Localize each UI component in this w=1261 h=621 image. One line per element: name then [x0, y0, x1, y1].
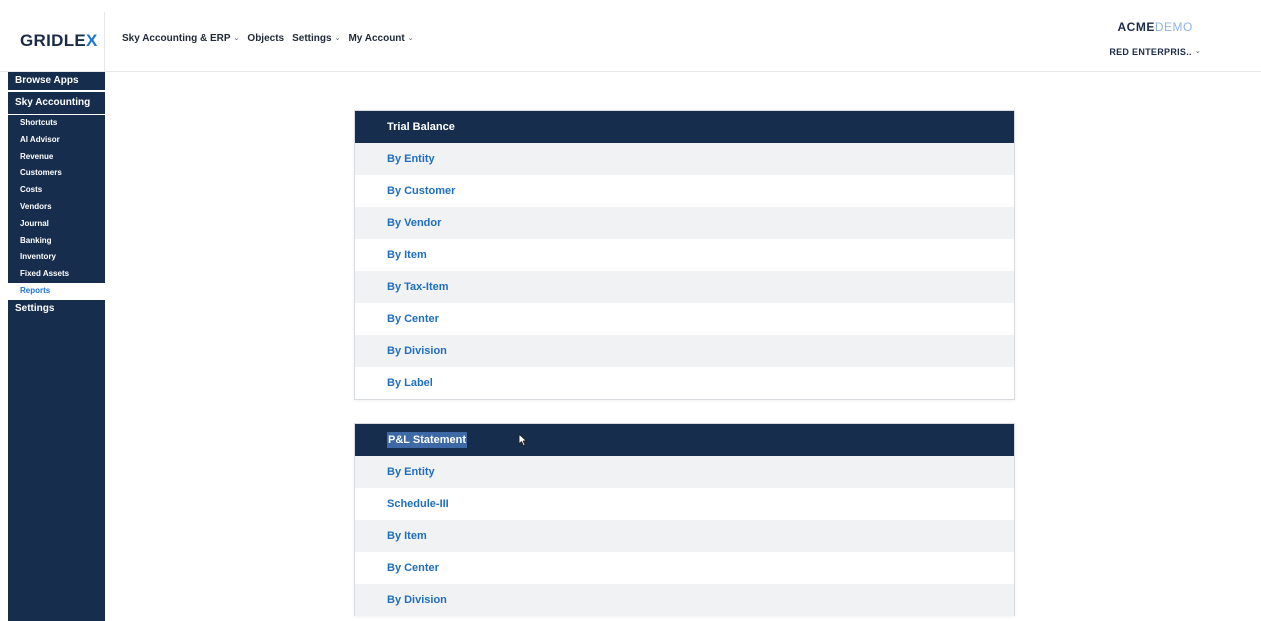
brand-suffix: DEMO: [1154, 20, 1193, 34]
sidebar-settings[interactable]: Settings: [15, 302, 55, 314]
sidebar-item-reports[interactable]: Reports: [8, 283, 105, 300]
nav-my-account[interactable]: [348, 33, 413, 44]
chevron-down-icon: ⌄: [1194, 48, 1201, 55]
report-link[interactable]: By Customer: [355, 175, 1014, 207]
report-link[interactable]: By Division: [355, 335, 1014, 367]
logo-divider: [104, 12, 105, 72]
company-name: RED ENTERPRIS..: [1109, 47, 1192, 57]
sidebar-item-journal[interactable]: Journal: [20, 218, 49, 228]
mouse-cursor-icon: [518, 433, 528, 447]
nav-settings[interactable]: [292, 33, 340, 44]
report-link[interactable]: By Label: [355, 367, 1014, 399]
nav-label: Settings: [292, 33, 332, 44]
sidebar: [8, 72, 105, 621]
logo-text: GRIDLE: [20, 31, 87, 50]
chevron-down-icon: ⌄: [334, 34, 341, 42]
sidebar-item-shortcuts[interactable]: Shortcuts: [20, 118, 58, 127]
nav-label: Objects: [247, 33, 285, 44]
panel-title: [355, 424, 1014, 456]
sidebar-item-customers[interactable]: Customers: [20, 168, 62, 178]
sidebar-browse-apps[interactable]: Browse Apps: [15, 75, 79, 86]
account-brand: [1109, 20, 1201, 34]
pl-statement-panel: [354, 423, 1015, 616]
top-nav: [122, 33, 414, 44]
report-link[interactable]: By Center: [355, 552, 1014, 584]
chevron-down-icon: ⌄: [407, 34, 414, 42]
report-link[interactable]: By Entity: [355, 143, 1014, 175]
account-area: [1109, 20, 1201, 57]
report-link[interactable]: By Item: [355, 520, 1014, 552]
sidebar-item-vendors[interactable]: Vendors: [20, 201, 52, 211]
chevron-down-icon: ⌄: [233, 34, 240, 42]
gridlex-logo[interactable]: [20, 31, 98, 51]
report-link[interactable]: By Entity: [355, 456, 1014, 488]
top-header: [0, 0, 1261, 72]
nav-label: My Account: [348, 33, 405, 44]
company-switcher[interactable]: [1109, 47, 1201, 57]
sidebar-sky-accounting[interactable]: Sky Accounting: [15, 97, 91, 108]
sidebar-item-banking[interactable]: Banking: [20, 235, 52, 245]
selected-title-text: P&L Statement: [388, 434, 467, 446]
report-link[interactable]: By Division: [355, 584, 1014, 616]
sidebar-item-revenue[interactable]: Revenue: [20, 151, 54, 161]
nav-objects[interactable]: [247, 33, 284, 44]
sidebar-item-costs[interactable]: Costs: [20, 185, 43, 195]
trial-balance-panel: [354, 110, 1015, 400]
report-link[interactable]: By Vendor: [355, 207, 1014, 239]
report-link[interactable]: By Tax-Item: [355, 271, 1014, 303]
nav-label: Sky Accounting & ERP: [122, 33, 231, 44]
report-link[interactable]: By Item: [355, 239, 1014, 271]
brand-name: ACME: [1117, 20, 1155, 34]
report-link[interactable]: Schedule-III: [355, 488, 1014, 520]
logo-accent: X: [86, 31, 98, 50]
panel-title: Trial Balance: [355, 111, 1014, 143]
sidebar-item-inventory[interactable]: Inventory: [20, 252, 57, 262]
sidebar-item-fixed-assets[interactable]: Fixed Assets: [20, 269, 70, 279]
nav-sky-accounting-erp[interactable]: [122, 33, 239, 44]
report-link[interactable]: By Center: [355, 303, 1014, 335]
sidebar-item-ai-advisor[interactable]: AI Advisor: [20, 134, 60, 144]
